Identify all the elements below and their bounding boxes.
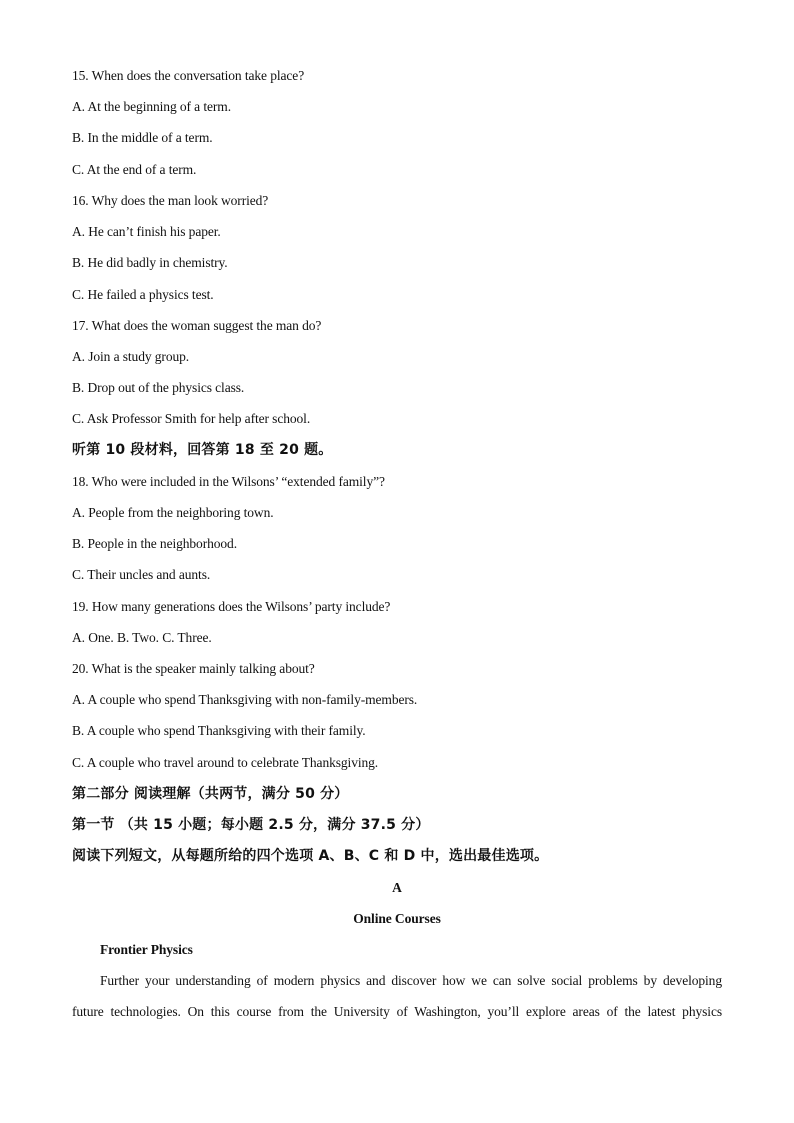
- q15-option-b: B. In the middle of a term.: [72, 130, 213, 145]
- reading-instruction: 阅读下列短文，从每题所给的四个选项 A、B、C 和 D 中，选出最佳选项。: [72, 848, 549, 864]
- passage-line-2: future technologies. On this course from the University of Washington, you’ll explore areas of the latest physics: [72, 1004, 722, 1019]
- q17-option-c: C. Ask Professor Smith for help after school.: [72, 411, 311, 426]
- question-20: 20. What is the speaker mainly talking about?: [72, 661, 315, 676]
- q20-option-a: A. A couple who spend Thanksgiving with non-family-members.: [72, 692, 418, 707]
- passage-title: Online Courses: [353, 911, 441, 926]
- q16-option-a: A. He can’t finish his paper.: [72, 224, 221, 239]
- question-15: 15. When does the conversation take place?: [72, 68, 305, 83]
- q18-option-c: C. Their uncles and aunts.: [72, 567, 211, 582]
- passage-letter: A: [392, 880, 402, 895]
- q18-option-b: B. People in the neighborhood.: [72, 536, 237, 551]
- q17-option-a: A. Join a study group.: [72, 349, 190, 364]
- q16-option-c: C. He failed a physics test.: [72, 287, 214, 302]
- q15-option-a: A. At the beginning of a term.: [72, 99, 231, 114]
- section-1-header: 第一节 （共 15 小题；每小题 2.5 分，满分 37.5 分）: [72, 817, 430, 833]
- course-title: Frontier Physics: [100, 942, 193, 957]
- q20-option-b: B. A couple who spend Thanksgiving with their family.: [72, 723, 366, 738]
- q15-option-c: C. At the end of a term.: [72, 162, 197, 177]
- q19-options: A. One. B. Two. C. Three.: [72, 630, 212, 645]
- question-19: 19. How many generations does the Wilsons’ party include?: [72, 599, 391, 614]
- passage-line-1: Further your understanding of modern physics and discover how we can solve social problems by developing: [100, 973, 722, 988]
- part-2-header: 第二部分 阅读理解（共两节，满分 50 分）: [72, 786, 349, 802]
- q20-option-c: C. A couple who travel around to celebrate Thanksgiving.: [72, 755, 379, 770]
- q17-option-b: B. Drop out of the physics class.: [72, 380, 245, 395]
- question-18: 18. Who were included in the Wilsons’ “extended family”?: [72, 474, 385, 489]
- q18-option-a: A. People from the neighboring town.: [72, 505, 274, 520]
- question-17: 17. What does the woman suggest the man do?: [72, 318, 322, 333]
- section-10-header: 听第 10 段材料，回答第 18 至 20 题。: [72, 442, 333, 458]
- q16-option-b: B. He did badly in chemistry.: [72, 255, 228, 270]
- question-16: 16. Why does the man look worried?: [72, 193, 269, 208]
